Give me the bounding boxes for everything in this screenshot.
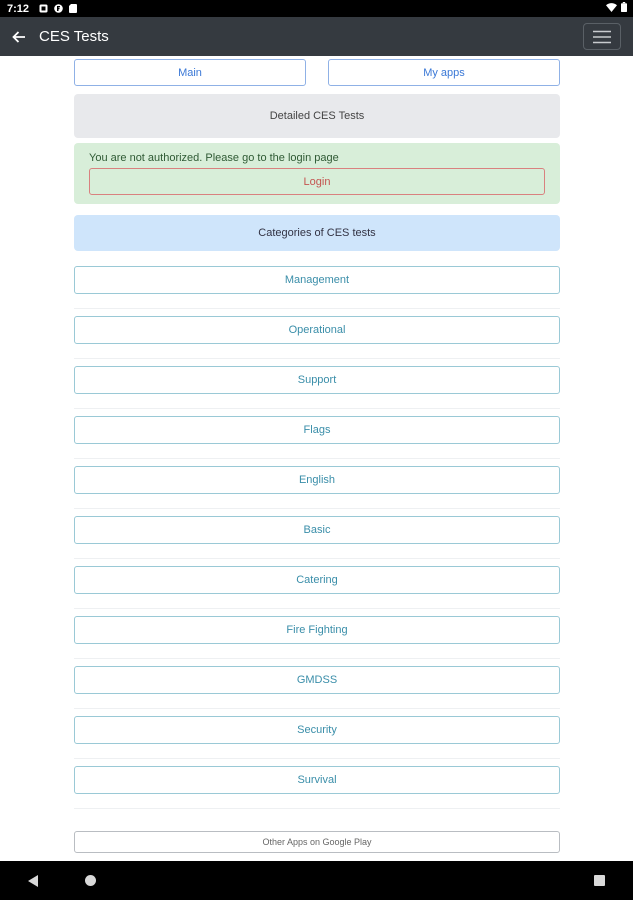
divider [74, 808, 560, 809]
category-row [74, 759, 560, 809]
notification-icon [39, 4, 48, 13]
system-nav-bar [0, 861, 633, 900]
system-home-icon[interactable] [85, 875, 96, 886]
menu-button[interactable] [583, 23, 621, 50]
category-button-gmdss[interactable]: GMDSS [74, 666, 560, 694]
category-button-flags[interactable]: Flags [74, 416, 560, 444]
hamburger-icon [593, 30, 611, 44]
status-time: 7:12 [7, 2, 30, 15]
category-button-english[interactable]: English [74, 466, 560, 494]
wifi-icon [606, 3, 617, 15]
category-row [74, 609, 560, 659]
login-button[interactable]: Login [89, 168, 545, 195]
top-nav [74, 59, 560, 86]
detailed-tests-header: Detailed CES Tests [74, 94, 560, 138]
main-button[interactable]: Main [74, 59, 306, 86]
other-apps-button[interactable]: Other Apps on Google Play [74, 831, 560, 853]
back-button[interactable] [6, 24, 32, 50]
categories-list [74, 259, 560, 809]
category-row [74, 659, 560, 709]
category-row [74, 559, 560, 609]
category-button-operational[interactable]: Operational [74, 316, 560, 344]
category-row [74, 509, 560, 559]
app-bar [0, 17, 633, 56]
category-button-fire-fighting[interactable]: Fire Fighting [74, 616, 560, 644]
categories-header: Categories of CES tests [74, 215, 560, 251]
category-button-survival[interactable]: Survival [74, 766, 560, 794]
category-button-management[interactable]: Management [74, 266, 560, 294]
category-row [74, 409, 560, 459]
arrow-left-icon [12, 31, 26, 43]
auth-alert [74, 143, 560, 204]
system-back-icon[interactable] [28, 874, 38, 892]
battery-icon [621, 2, 627, 15]
category-button-support[interactable]: Support [74, 366, 560, 394]
category-row [74, 459, 560, 509]
app-title: CES Tests [39, 28, 109, 45]
auth-alert-text: You are not authorized. Please go to the login page [89, 152, 339, 164]
status-bar [0, 0, 633, 17]
app-notification-icon [54, 4, 63, 13]
my-apps-button[interactable]: My apps [328, 59, 560, 86]
category-row [74, 259, 560, 309]
system-recents-icon[interactable] [594, 875, 605, 886]
sd-card-icon [69, 4, 78, 13]
category-button-basic[interactable]: Basic [74, 516, 560, 544]
category-row [74, 309, 560, 359]
category-button-catering[interactable]: Catering [74, 566, 560, 594]
category-row [74, 359, 560, 409]
category-row [74, 709, 560, 759]
category-button-security[interactable]: Security [74, 716, 560, 744]
